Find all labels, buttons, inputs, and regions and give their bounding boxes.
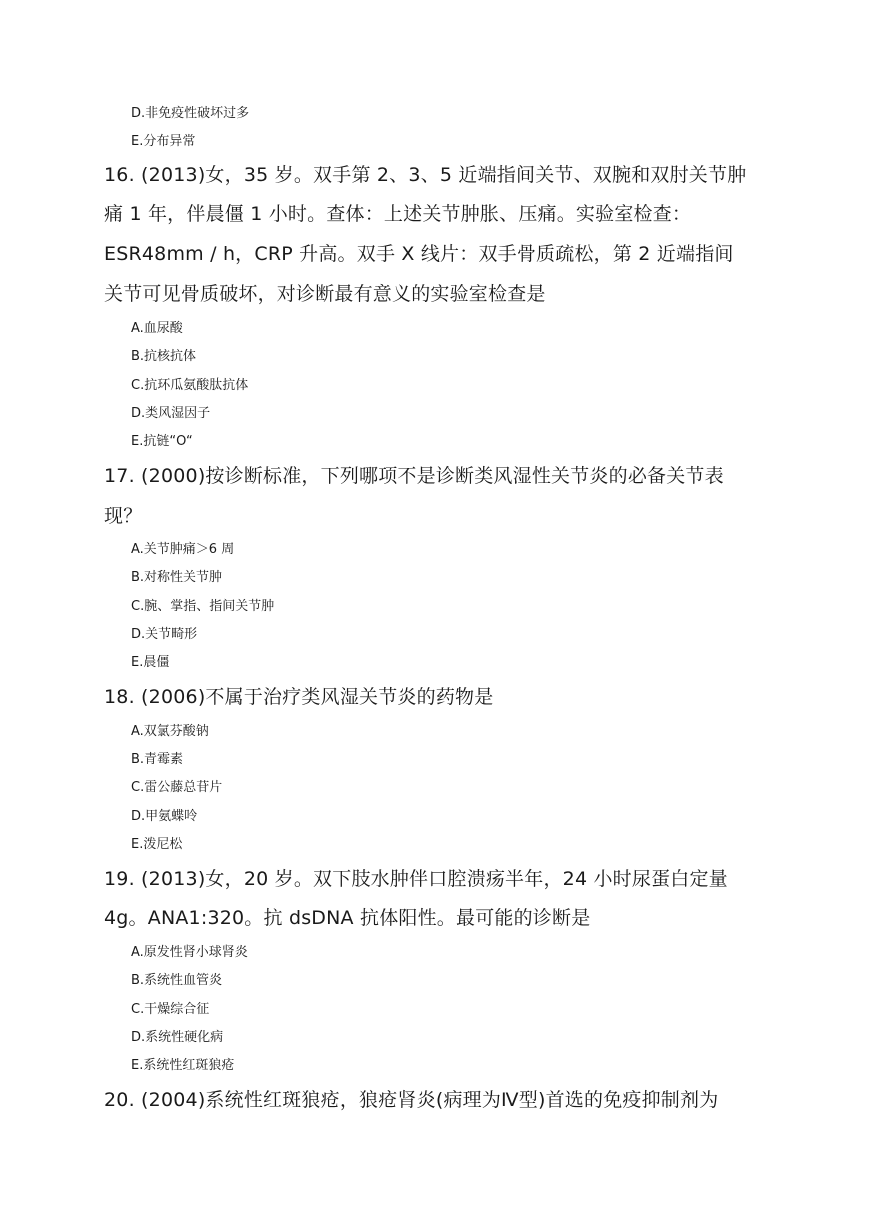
option-e: E.系统性红斑狼疮 [131,1058,235,1073]
option-d: D.系统性硬化病 [131,1030,224,1045]
option-b: B.青霉素 [131,752,184,767]
option-prev-e: E.分布异常 [131,134,196,149]
option-b: B.系统性血管炎 [131,973,223,988]
question-text-line: 4g。ANA1:320。抗 dsDNA 抗体阳性。最可能的诊断是 [104,907,591,929]
option-a: A.血尿酸 [131,321,183,336]
option-b: B.抗核抗体 [131,349,197,364]
option-d: D.关节畸形 [131,627,198,642]
option-d: D.甲氨蝶呤 [131,809,198,824]
option-a: A.关节肿痛＞6 周 [131,542,235,557]
option-prev-d: D.非免疫性破坏过多 [131,106,250,121]
question-text-line: 痛 1 年，伴晨僵 1 小时。查体：上述关节肿胀、压痛。实验室检查： [104,203,692,225]
option-a: A.双氯芬酸钠 [131,724,209,739]
option-c: C.干燥综合征 [131,1002,210,1017]
option-c: C.雷公藤总苷片 [131,780,223,795]
question-text-line: 20. (2004)系统性红斑狼疮，狼疮肾炎(病理为Ⅳ型)首选的免疫抑制剂为 [104,1089,719,1111]
question-text-line: 关节可见骨质破坏，对诊断最有意义的实验室检查是 [104,283,546,305]
option-b: B.对称性关节肿 [131,570,223,585]
option-e: E.抗链“O“ [131,434,193,449]
question-text-line: 16. (2013)女，35 岁。双手第 2、3、5 近端指间关节、双腕和双肘关节肿 [104,164,747,186]
question-text-line: 17. (2000)按诊断标准，下列哪项不是诊断类风湿性关节炎的必备关节表 [104,465,724,487]
question-text-line: 现？ [104,505,143,527]
option-c: C.腕、掌指、指间关节肿 [131,599,275,614]
option-e: E.晨僵 [131,655,170,670]
option-e: E.泼尼松 [131,837,183,852]
option-d: D.类风湿因子 [131,406,211,421]
option-c: C.抗环瓜氨酸肽抗体 [131,378,249,393]
option-a: A.原发性肾小球肾炎 [131,945,248,960]
question-text-line: 19. (2013)女，20 岁。双下肢水肿伴口腔溃疡半年，24 小时尿蛋白定量 [104,868,728,890]
question-text-line: 18. (2006)不属于治疗类风湿关节炎的药物是 [104,686,494,708]
question-text-line: ESR48mm / h，CRP 升高。双手 X 线片：双手骨质疏松，第 2 近端指间 [104,243,734,265]
